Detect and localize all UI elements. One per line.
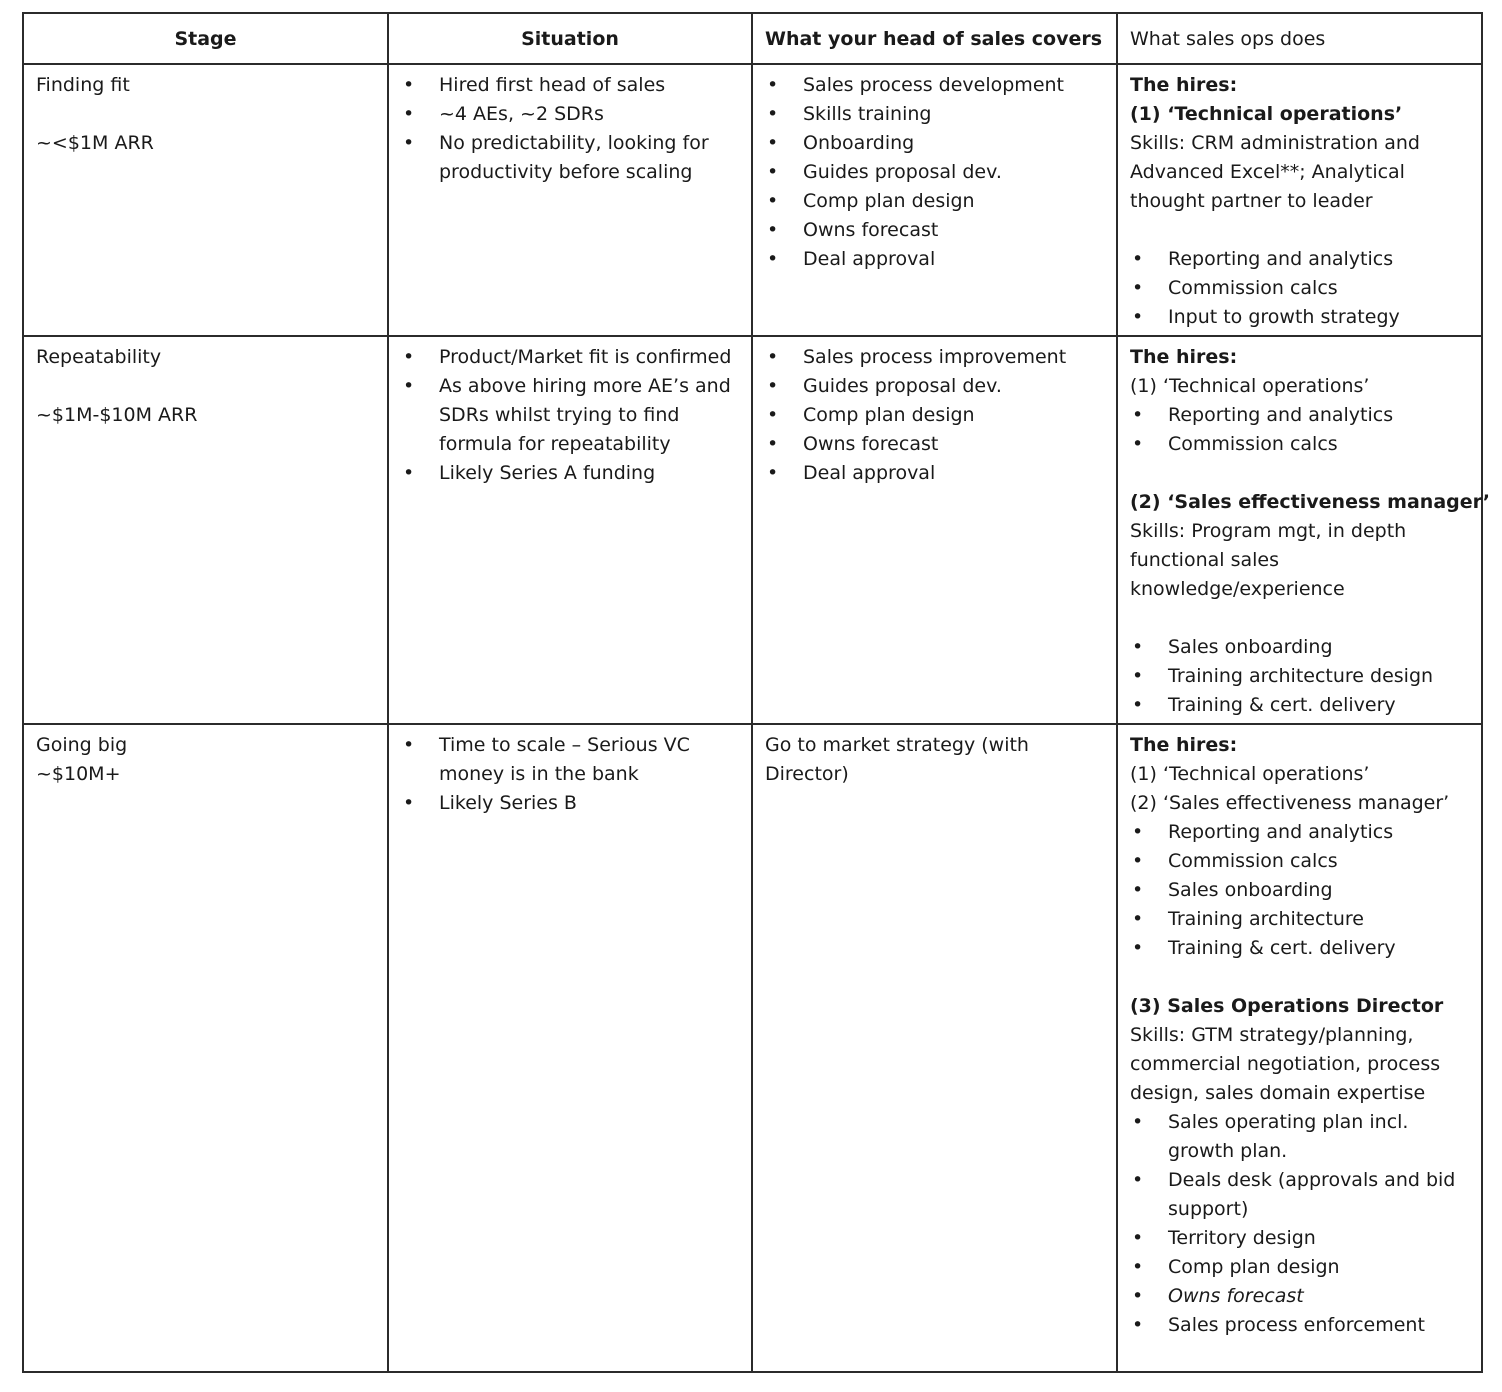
list-item: • Territory design (1130, 1224, 1471, 1253)
head-covers-list (765, 343, 1106, 488)
list-item: • Sales onboarding (1130, 633, 1471, 662)
stage-cell (23, 336, 388, 724)
list-item: • Owns forecast (1130, 1282, 1471, 1311)
stage-cell (23, 64, 388, 336)
list-item: • Sales onboarding (1130, 876, 1471, 905)
head-covers-text: Go to market strategy (with Director) (765, 734, 1029, 785)
list-item: • Sales process improvement (765, 343, 1106, 372)
list-item: • Product/Market fit is confirmed (401, 343, 741, 372)
list-item: • Guides proposal dev. (765, 158, 1106, 187)
list-item: • Training & cert. delivery (1130, 934, 1471, 963)
ops-does-cell (1117, 336, 1491, 724)
hire-title: (1) ‘Technical operations’ (1130, 375, 1370, 397)
situation-list (401, 731, 741, 818)
hire-skills: Skills: Program mgt, in depth functional sales knowledge/experience (1130, 520, 1407, 600)
hire-title: (2) ‘Sales effectiveness manager’ (1130, 491, 1491, 513)
list-item: • Sales process development (765, 71, 1106, 100)
stage-arr: ~<$1M ARR (36, 132, 154, 154)
hire-title: (3) Sales Operations Director (1130, 995, 1444, 1017)
list-item: • Reporting and analytics (1130, 401, 1471, 430)
hires-label: The hires: (1130, 74, 1238, 96)
hire-skills: Skills: GTM strategy/planning, commercial negotiation, process design, sales domain expertise (1130, 1024, 1441, 1104)
list-item: • Training & cert. delivery (1130, 691, 1471, 720)
hire-duties-list (1130, 401, 1471, 459)
hire-duties-list (1130, 245, 1471, 332)
list-item: • As above hiring more AE’s and SDRs whilst trying to find formula for repeatability (401, 372, 741, 459)
list-item: • ~4 AEs, ~2 SDRs (401, 100, 741, 129)
list-item: • Guides proposal dev. (765, 372, 1106, 401)
list-item: • Input to growth strategy (1130, 303, 1471, 332)
hire-title: (2) ‘Sales effectiveness manager’ (1130, 792, 1450, 814)
head-covers-list (765, 71, 1106, 274)
ops-does-cell (1117, 724, 1482, 1372)
stage-arr: ~$1M-$10M ARR (36, 404, 198, 426)
list-item: • No predictability, looking for productivity before scaling (401, 129, 741, 187)
stage-name: Repeatability (36, 346, 162, 368)
situation-cell (388, 336, 752, 724)
hires-label: The hires: (1130, 734, 1238, 756)
stage-name: Going big (36, 734, 128, 756)
list-item: • Reporting and analytics (1130, 818, 1471, 847)
situation-cell (388, 724, 752, 1372)
list-item: • Training architecture (1130, 905, 1471, 934)
list-item: • Deal approval (765, 245, 1106, 274)
list-item: • Onboarding (765, 129, 1106, 158)
hire-title: (1) ‘Technical operations’ (1130, 763, 1370, 785)
head-covers-cell (752, 724, 1117, 1372)
list-item: • Comp plan design (765, 187, 1106, 216)
list-item: • Sales process enforcement (1130, 1311, 1471, 1340)
list-item: • Hired first head of sales (401, 71, 741, 100)
situation-list (401, 343, 741, 488)
header-situation: Situation (388, 13, 752, 64)
list-item: • Commission calcs (1130, 430, 1471, 459)
stage-name: Finding fit (36, 74, 130, 96)
situation-list (401, 71, 741, 187)
header-stage: Stage (23, 13, 388, 64)
ops-does-cell (1117, 64, 1482, 336)
hires-label: The hires: (1130, 346, 1238, 368)
header-ops-does: What sales ops does (1117, 13, 1482, 64)
list-item: • Reporting and analytics (1130, 245, 1471, 274)
list-item: • Time to scale – Serious VC money is in the bank (401, 731, 741, 789)
list-item: • Sales operating plan incl. growth plan. (1130, 1108, 1471, 1166)
head-covers-cell (752, 336, 1117, 724)
list-item: • Likely Series A funding (401, 459, 741, 488)
list-item: • Comp plan design (765, 401, 1106, 430)
hire-skills: Skills: CRM administration and Advanced Excel**; Analytical thought partner to leader (1130, 132, 1420, 212)
situation-cell (388, 64, 752, 336)
list-item: • Commission calcs (1130, 274, 1471, 303)
header-head-covers: What your head of sales covers (752, 13, 1117, 64)
head-covers-cell (752, 64, 1117, 336)
table-row-finding-fit (23, 64, 1482, 336)
header-row (23, 13, 1482, 64)
sales-ops-stage-table (22, 12, 1491, 1373)
hire-title: (1) ‘Technical operations’ (1130, 103, 1403, 125)
list-item: • Training architecture design (1130, 662, 1471, 691)
list-item: • Commission calcs (1130, 847, 1471, 876)
list-item: • Deal approval (765, 459, 1106, 488)
list-item: • Owns forecast (765, 216, 1106, 245)
list-item: • Deals desk (approvals and bid support) (1130, 1166, 1471, 1224)
stage-arr: ~$10M+ (36, 763, 121, 785)
hire-duties-list (1130, 633, 1471, 720)
list-item: • Skills training (765, 100, 1106, 129)
list-item: • Likely Series B (401, 789, 741, 818)
table-row-going-big (23, 724, 1482, 1372)
hire-duties-list (1130, 818, 1471, 963)
stage-cell (23, 724, 388, 1372)
list-item: • Comp plan design (1130, 1253, 1471, 1282)
hire-duties-list (1130, 1108, 1471, 1340)
list-item: • Owns forecast (765, 430, 1106, 459)
table-row-repeatability (23, 336, 1482, 724)
